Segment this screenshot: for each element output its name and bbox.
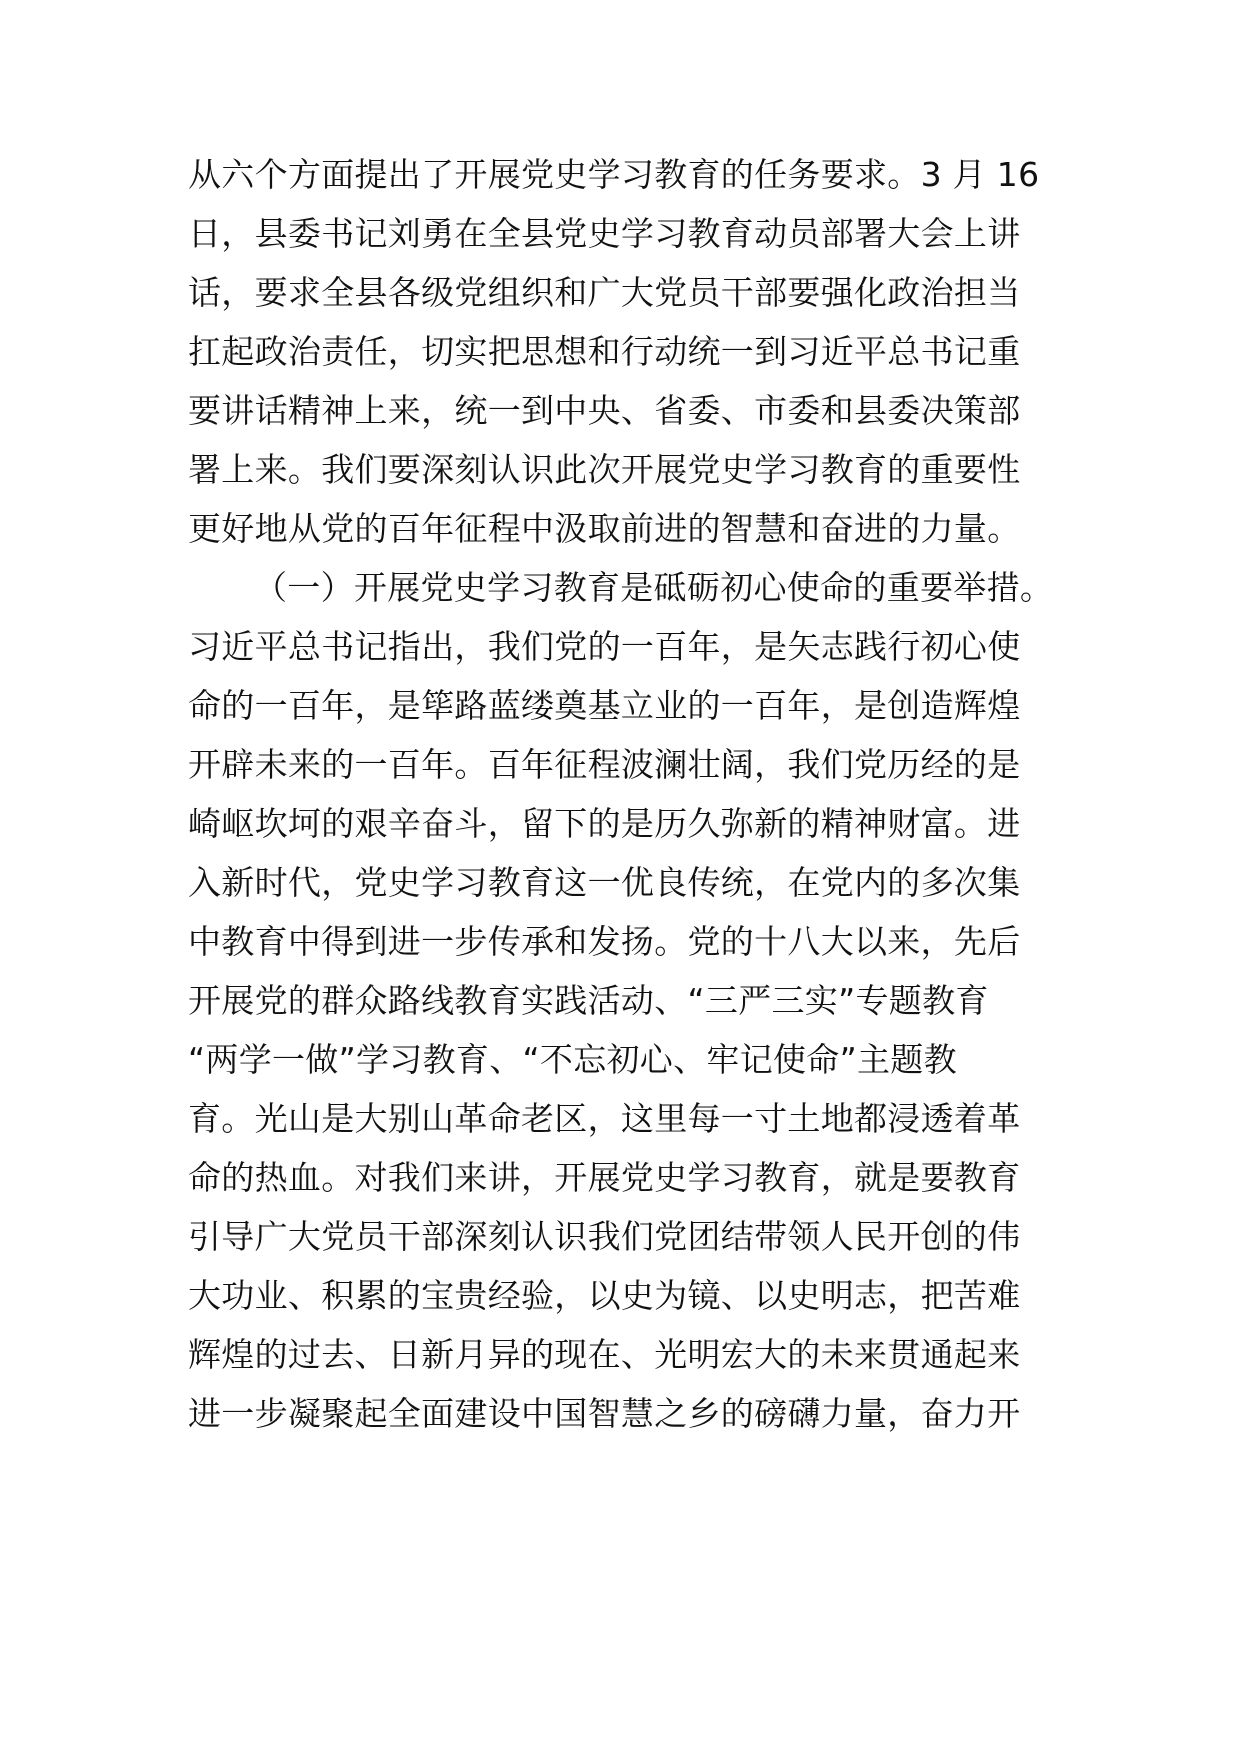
text-line: 崎岖坎坷的艰辛奋斗，留下的是历久弥新的精神财富。进 [188,804,1021,843]
text-line: 署上来。我们要深刻认识此次开展党史学习教育的重要性 [188,450,1021,489]
text-line: 入新时代，党史学习教育这一优良传统，在党内的多次集 [188,863,1021,902]
text-line: 开展党的群众路线教育实践活动、“三严三实”专题教育 [188,981,989,1020]
text-line: 命的热血。对我们来讲，开展党史学习教育，就是要教育 [188,1158,1021,1197]
text-line: 大功业、积累的宝贵经验，以史为镜、以史明志，把苦难 [188,1276,1021,1315]
text-line: 命的一百年，是筚路蓝缕奠基立业的一百年，是创造辉煌 [188,686,1021,725]
section-heading-line: （一）开展党史学习教育是砥砺初心使命的重要举措。 [254,568,1054,607]
text-line: 中教育中得到进一步传承和发扬。党的十八大以来，先后 [188,922,1021,961]
text-line: 扛起政治责任，切实把思想和行动统一到习近平总书记重 [188,332,1021,371]
text-line: 进一步凝聚起全面建设中国智慧之乡的磅礴力量，奋力开 [188,1394,1021,1433]
text-line: 育。光山是大别山革命老区，这里每一寸土地都浸透着革 [188,1099,1021,1138]
text-line: “两学一做”学习教育、“不忘初心、牢记使命”主题教 [188,1040,957,1079]
text-line: 话，要求全县各级党组织和广大党员干部要强化政治担当 [188,273,1021,312]
text-line: 辉煌的过去、日新月异的现在、光明宏大的未来贯通起来 [188,1335,1021,1374]
text-line: 从六个方面提出了开展党史学习教育的任务要求。3 月 16 [188,155,1040,194]
text-line: 开辟未来的一百年。百年征程波澜壮阔，我们党历经的是 [188,745,1021,784]
text-line: 日，县委书记刘勇在全县党史学习教育动员部署大会上讲 [188,214,1021,253]
text-line: 习近平总书记指出，我们党的一百年，是矢志践行初心使 [188,627,1021,666]
text-line: 引导广大党员干部深刻认识我们党团结带领人民开创的伟 [188,1217,1021,1256]
text-line: 要讲话精神上来，统一到中央、省委、市委和县委决策部 [188,391,1021,430]
text-line: 更好地从党的百年征程中汲取前进的智慧和奋进的力量。 [188,509,1021,548]
